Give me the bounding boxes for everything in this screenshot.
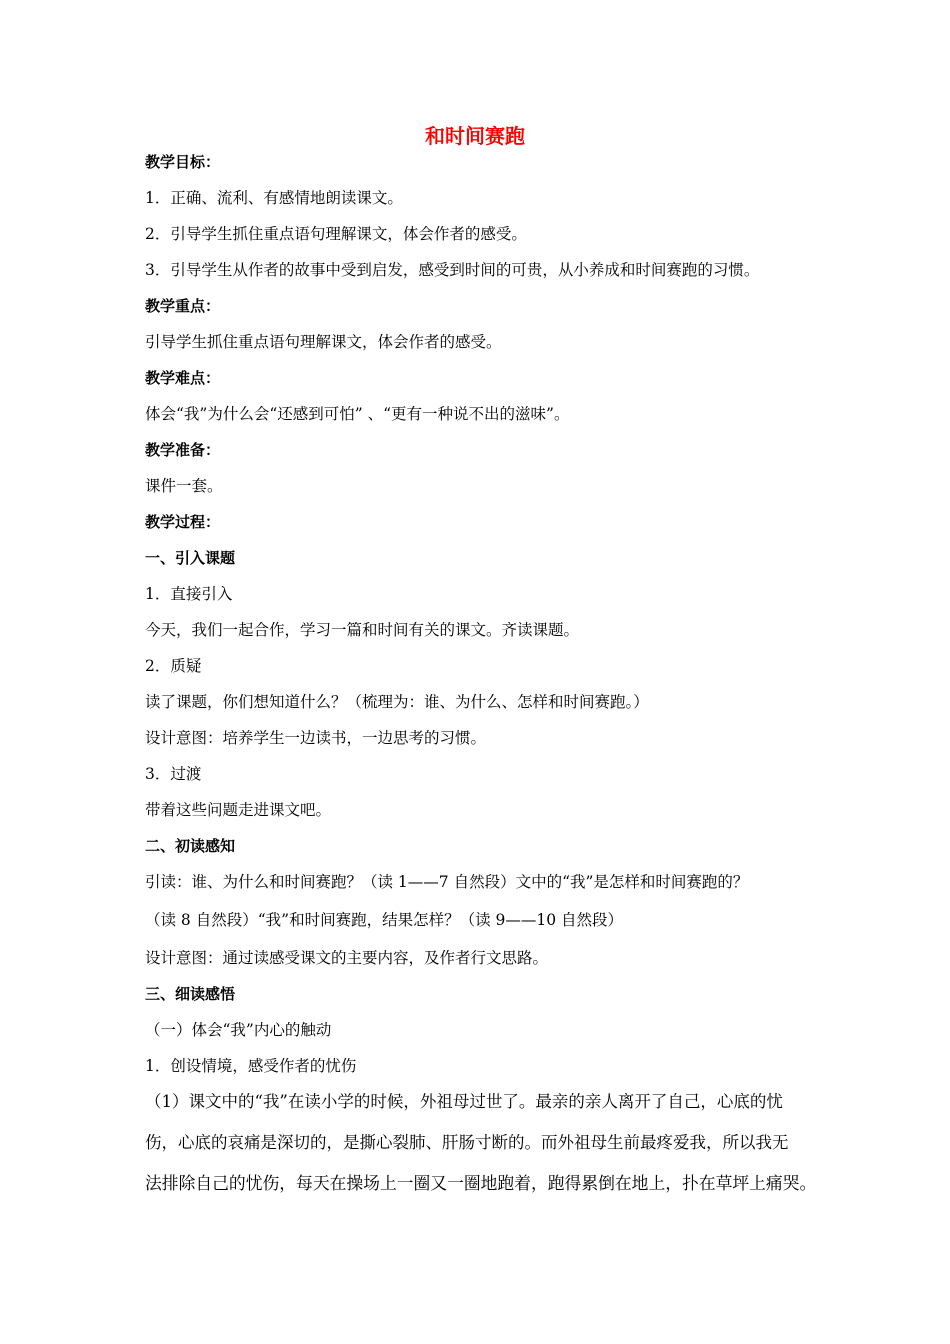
section-heading-objectives: 教学目标： xyxy=(145,153,221,171)
paragraph-line: （1）课文中的“我”在读小学的时候，外祖母过世了。最亲的亲人离开了自己，心底的忧 xyxy=(145,1092,783,1111)
step-item-transition: 3．过渡 xyxy=(145,765,202,783)
difficulties-text: 体会“我”为什么会“还感到可怕” 、“更有一种说不出的滋味”。 xyxy=(145,405,570,423)
body-text: （读 8 自然段）“我”和时间赛跑，结果怎样？（读 9——10 自然段） xyxy=(145,911,624,929)
paragraph-line: 伤，心底的哀痛是深切的，是撕心裂肺、肝肠寸断的。而外祖母生前最疼爱我，所以我无 xyxy=(145,1133,789,1152)
body-text: 今天，我们一起合作，学习一篇和时间有关的课文。齐读课题。 xyxy=(145,621,580,639)
step-heading-first-reading: 二、初读感知 xyxy=(145,837,236,855)
sub-heading-inner-feeling: （一）体会“我”内心的触动 xyxy=(145,1021,332,1039)
preparation-text: 课件一套。 xyxy=(145,477,223,495)
objective-item-1: 1．正确、流利、有感情地朗读课文。 xyxy=(145,189,403,207)
section-heading-difficulties: 教学难点： xyxy=(145,369,221,387)
paragraph-line: 法排除自己的忧伤，每天在操场上一圈又一圈地跑着，跑得累倒在地上，扑在草坪上痛哭。 xyxy=(145,1173,817,1193)
body-text: 带着这些问题走进课文吧。 xyxy=(145,801,332,819)
design-intent-text: 设计意图：通过读感受课文的主要内容，及作者行文思路。 xyxy=(145,949,549,967)
objective-item-3: 3．引导学生从作者的故事中受到启发，感受到时间的可贵，从小养成和时间赛跑的习惯。 xyxy=(145,261,760,279)
section-heading-key-points: 教学重点： xyxy=(145,297,221,315)
document-title: 和时间赛跑 xyxy=(425,124,525,148)
design-intent-text: 设计意图：培养学生一边读书，一边思考的习惯。 xyxy=(145,729,487,747)
step-heading-close-reading: 三、细读感悟 xyxy=(145,985,236,1003)
step-item-scenario: 1．创设情境，感受作者的忧伤 xyxy=(145,1057,357,1075)
step-item-question: 2．质疑 xyxy=(145,657,202,675)
body-text: 读了课题，你们想知道什么？（梳理为：谁、为什么、怎样和时间赛跑。） xyxy=(145,693,649,711)
step-heading-introduce: 一、引入课题 xyxy=(145,549,236,567)
step-item-direct-intro: 1．直接引入 xyxy=(145,585,233,603)
objective-item-2: 2．引导学生抓住重点语句理解课文，体会作者的感受。 xyxy=(145,225,527,243)
body-text: 引读：谁、为什么和时间赛跑？（读 1——7 自然段）文中的“我”是怎样和时间赛跑的？ xyxy=(145,873,749,891)
section-heading-process: 教学过程： xyxy=(145,513,221,531)
section-heading-preparation: 教学准备： xyxy=(145,441,221,459)
key-points-text: 引导学生抓住重点语句理解课文，体会作者的感受。 xyxy=(145,333,502,351)
